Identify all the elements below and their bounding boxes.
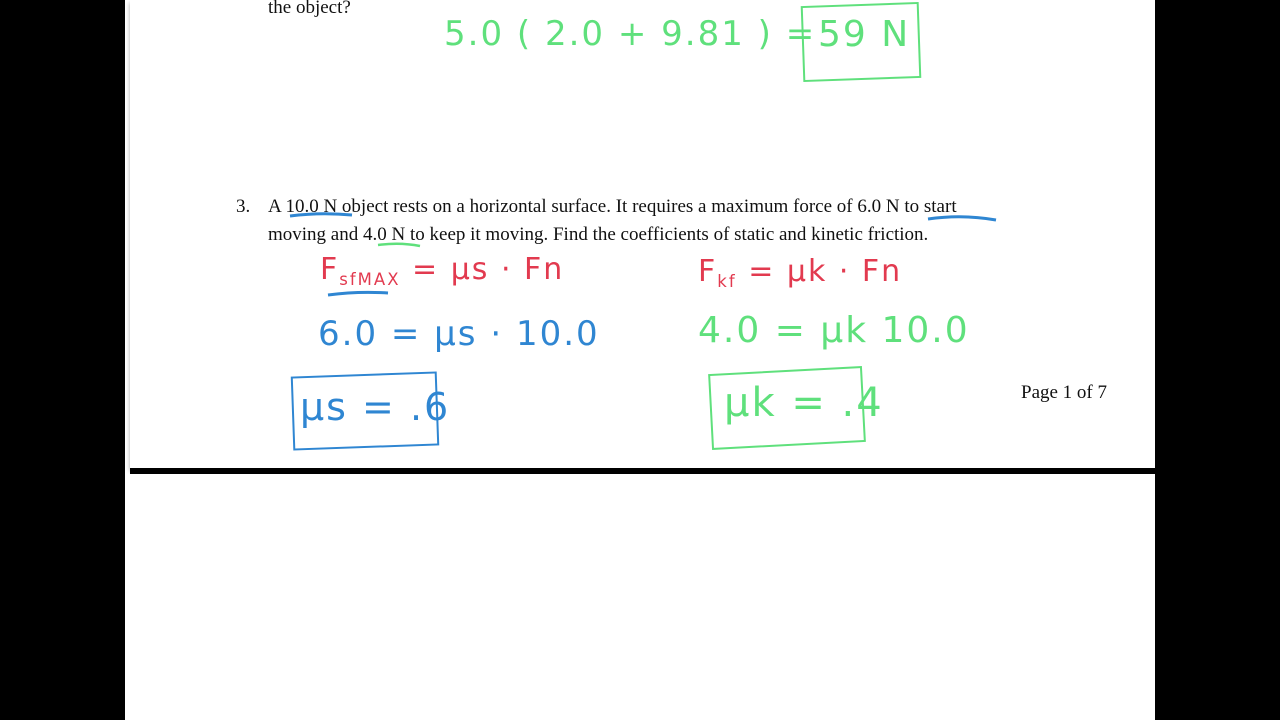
text: object rests on a horizontal surface. It requires a maximum force of — [341, 196, 853, 217]
text: sfMAX — [339, 269, 401, 289]
page-number-label: Page 1 of 7 — [1021, 382, 1108, 403]
text: = μk · Fn — [748, 254, 903, 289]
text: = μs · Fn — [412, 252, 565, 287]
kinetic-answer: μk = .4 — [724, 380, 884, 426]
static-answer: μs = .6 — [300, 385, 451, 429]
text: F — [320, 252, 340, 287]
text: to start — [904, 196, 957, 217]
underline-static-force — [928, 217, 996, 220]
static-friction-formula — [320, 252, 564, 289]
text: to keep it moving. Find the coefficients of static and kinetic friction. — [409, 224, 929, 245]
text: kf — [717, 271, 737, 291]
underline-weight — [290, 214, 352, 216]
text: A — [268, 196, 281, 217]
handwritten-previous-answer: 59 N — [818, 14, 911, 55]
text: moving and — [268, 224, 359, 245]
text: F — [698, 254, 718, 289]
kinetic-substitution: 4.0 = μk 10.0 — [698, 310, 970, 351]
static-force-value: 6.0 N — [857, 196, 900, 217]
question-number: 3. — [236, 196, 251, 217]
underline-fsfmax — [328, 292, 388, 295]
underline-kinetic-force — [378, 244, 420, 246]
kinetic-force-value: 4.0 N — [363, 224, 406, 245]
kinetic-friction-formula — [698, 254, 902, 291]
weight-value: 10.0 N — [285, 196, 338, 217]
static-substitution: 6.0 = μs · 10.0 — [318, 314, 600, 354]
handwritten-previous-work: 5.0 ( 2.0 + 9.81 ) = — [444, 14, 817, 54]
previous-question-tail: the object? — [268, 0, 351, 18]
